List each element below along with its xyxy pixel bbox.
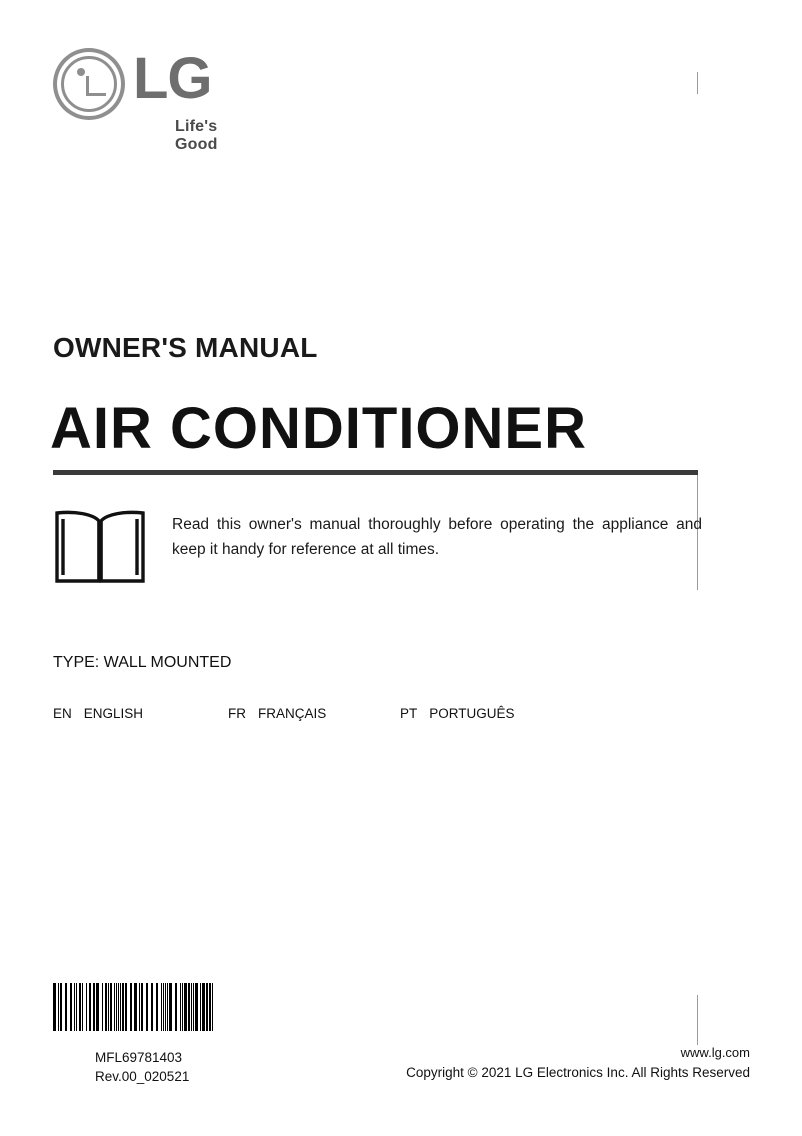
scan-artifact-line	[697, 72, 698, 94]
website-link[interactable]: www.lg.com	[680, 1045, 750, 1060]
lg-logo	[53, 46, 263, 153]
scan-artifact-line	[697, 995, 698, 1045]
language-name: FRANÇAIS	[258, 706, 327, 721]
page-title: AIR CONDITIONER	[50, 396, 587, 461]
language-name: ENGLISH	[83, 706, 144, 721]
language-item-fr	[228, 706, 326, 721]
language-code: PT	[400, 706, 418, 721]
title-divider	[53, 470, 698, 475]
language-list	[53, 706, 703, 726]
language-name: PORTUGUÊS	[429, 706, 515, 721]
language-code: FR	[228, 706, 246, 721]
logo-eye-icon	[77, 68, 85, 76]
notice-text: Read this owner's manual thoroughly before operating the appliance and keep it handy for reference at all times.	[172, 516, 702, 558]
language-code: EN	[53, 706, 72, 721]
language-item-pt	[400, 706, 515, 721]
type-label: TYPE: WALL MOUNTED	[53, 654, 232, 671]
footer-part-numbers	[95, 1048, 189, 1086]
part-number: MFL69781403	[95, 1050, 183, 1065]
logo-face-outline	[61, 56, 117, 112]
language-item-en	[53, 706, 143, 721]
barcode-icon	[53, 983, 261, 1031]
lg-wordmark: LG	[133, 46, 212, 111]
lg-tagline: Life's Good	[175, 118, 218, 153]
revision-number: Rev.00_020521	[95, 1069, 190, 1084]
open-book-icon	[53, 505, 147, 589]
owners-manual-label: OWNER'S MANUAL	[53, 332, 318, 363]
lg-face-logo-icon	[53, 48, 125, 120]
copyright-text: Copyright © 2021 LG Electronics Inc. All Rights Reserved	[406, 1065, 750, 1080]
logo-mouth-icon	[86, 93, 106, 96]
